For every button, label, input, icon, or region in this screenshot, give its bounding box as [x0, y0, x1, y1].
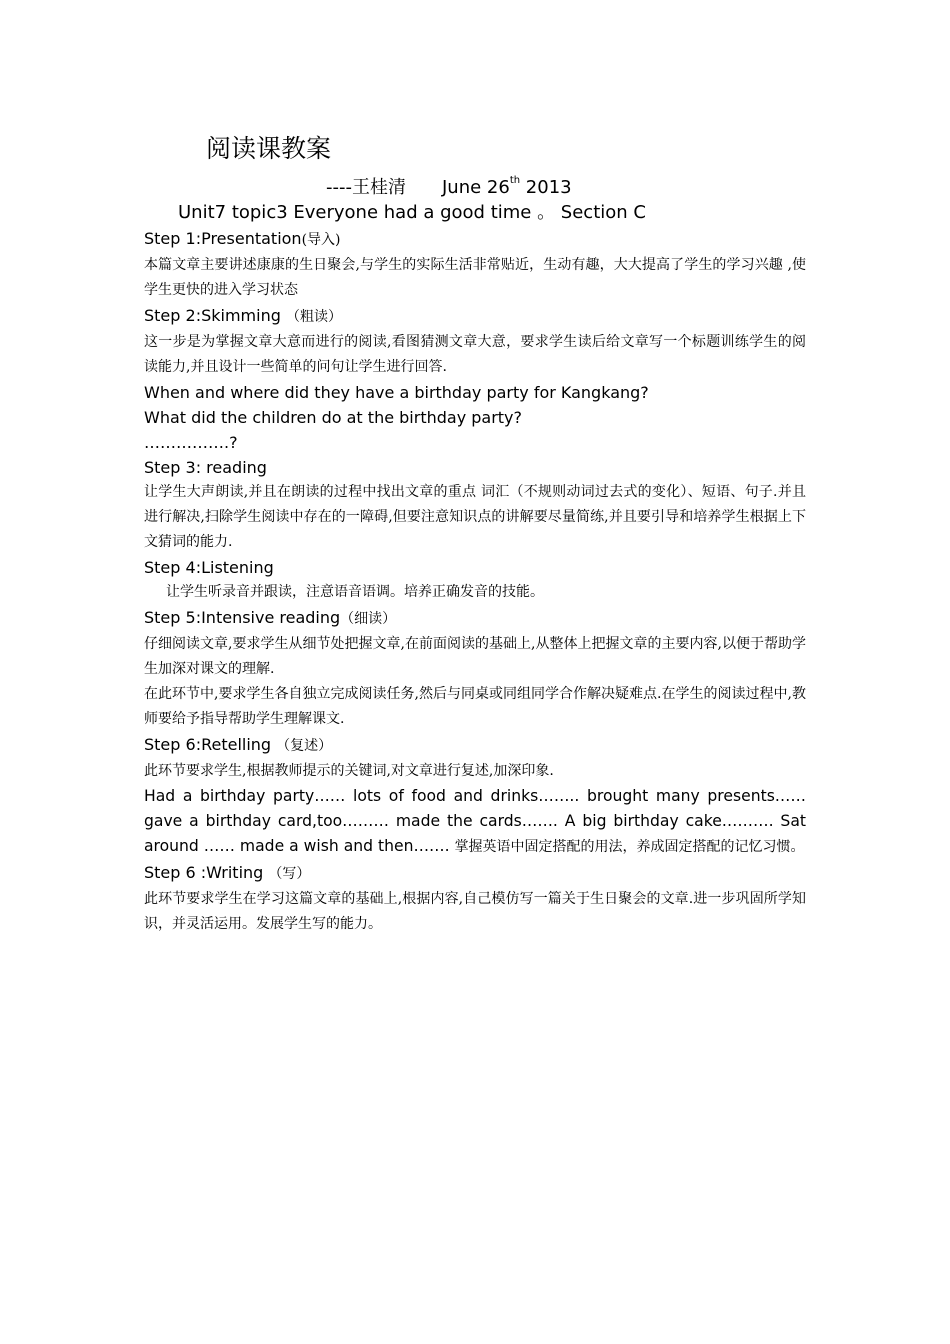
step-paragraph: 仔细阅读文章,要求学生从细节处把握文章,在前面阅读的基础上,从整体上把握文章的主要内容,以便于帮助学生加深对课文的理解. [144, 636, 806, 677]
step-paragraph: 此环节要求学生在学习这篇文章的基础上,根据内容,自己模仿写一篇关于生日聚会的文章.进一步巩固所学知识，并灵活运用。发展学生写的能力。 [144, 891, 806, 932]
unit-heading: Unit7 topic3 Everyone had a good time 。 Section C [178, 202, 646, 223]
step-paragraph: 此环节要求学生,根据教师提示的关键词,对文章进行复述,加深印象. [144, 763, 554, 779]
date: June 26th 2013 [441, 175, 572, 198]
step-heading: Step 4:Listening [144, 558, 274, 577]
step-heading: Step 1:Presentation(导入) [144, 229, 341, 248]
step-heading: Step 2:Skimming （粗读） [144, 306, 342, 325]
author-name: ----王桂清 [326, 177, 406, 198]
step-paragraph: 在此环节中,要求学生各自独立完成阅读任务,然后与同桌或同组同学合作解决疑难点.在学生的阅读过程中,教师要给予指导帮助学生理解课文. [144, 686, 806, 727]
step-heading: Step 6 :Writing （写） [144, 863, 311, 882]
question-line: When and where did they have a birthday party for Kangkang? [144, 383, 649, 402]
lesson-plan [144, 130, 806, 937]
step-paragraph: 让学生听录音并跟读，注意语音语调。培养正确发音的技能。 [166, 584, 544, 600]
step-heading: Step 5:Intensive reading（细读） [144, 608, 397, 627]
step-heading: Step 6:Retelling （复述） [144, 735, 333, 754]
step-heading: Step 3: reading [144, 458, 267, 477]
step-paragraph: 让学生大声朗读,并且在朗读的过程中找出文章的重点 词汇（不规则动词过去式的变化）、短语、句子.并且进行解决,扫除学生阅读中存在的一障碍,但要注意知识点的讲解要尽量简练,并且要引导和培养学生根据上下文猜词的能力. [144, 484, 806, 550]
step-paragraph: 这一步是为掌握文章大意而进行的阅读,看图猜测文章大意，要求学生读后给文章写一个标题训练学生的阅读能力,并且设计一些简单的问句让学生进行回答. [144, 334, 806, 375]
question-line: …………….? [144, 433, 238, 452]
question-line: What did the children do at the birthday party? [144, 408, 523, 427]
retell-keywords: Had a birthday party…… lots of food and drinks…….. brought many presents…… gave a birthday card,too……… made the cards……. A big birthday cake………. Sat around …… made a wish and then……. 掌握英语中固定搭配的用法，养成固定搭配的记忆习惯。 [144, 787, 806, 855]
step-paragraph: 本篇文章主要讲述康康的生日聚会,与学生的实际生活非常贴近，生动有趣，大大提高了学生的学习兴趣 ,使学生更快的进入学习状态 [144, 257, 806, 298]
page-title: 阅读课教案 [206, 134, 332, 163]
author-line [326, 176, 806, 200]
